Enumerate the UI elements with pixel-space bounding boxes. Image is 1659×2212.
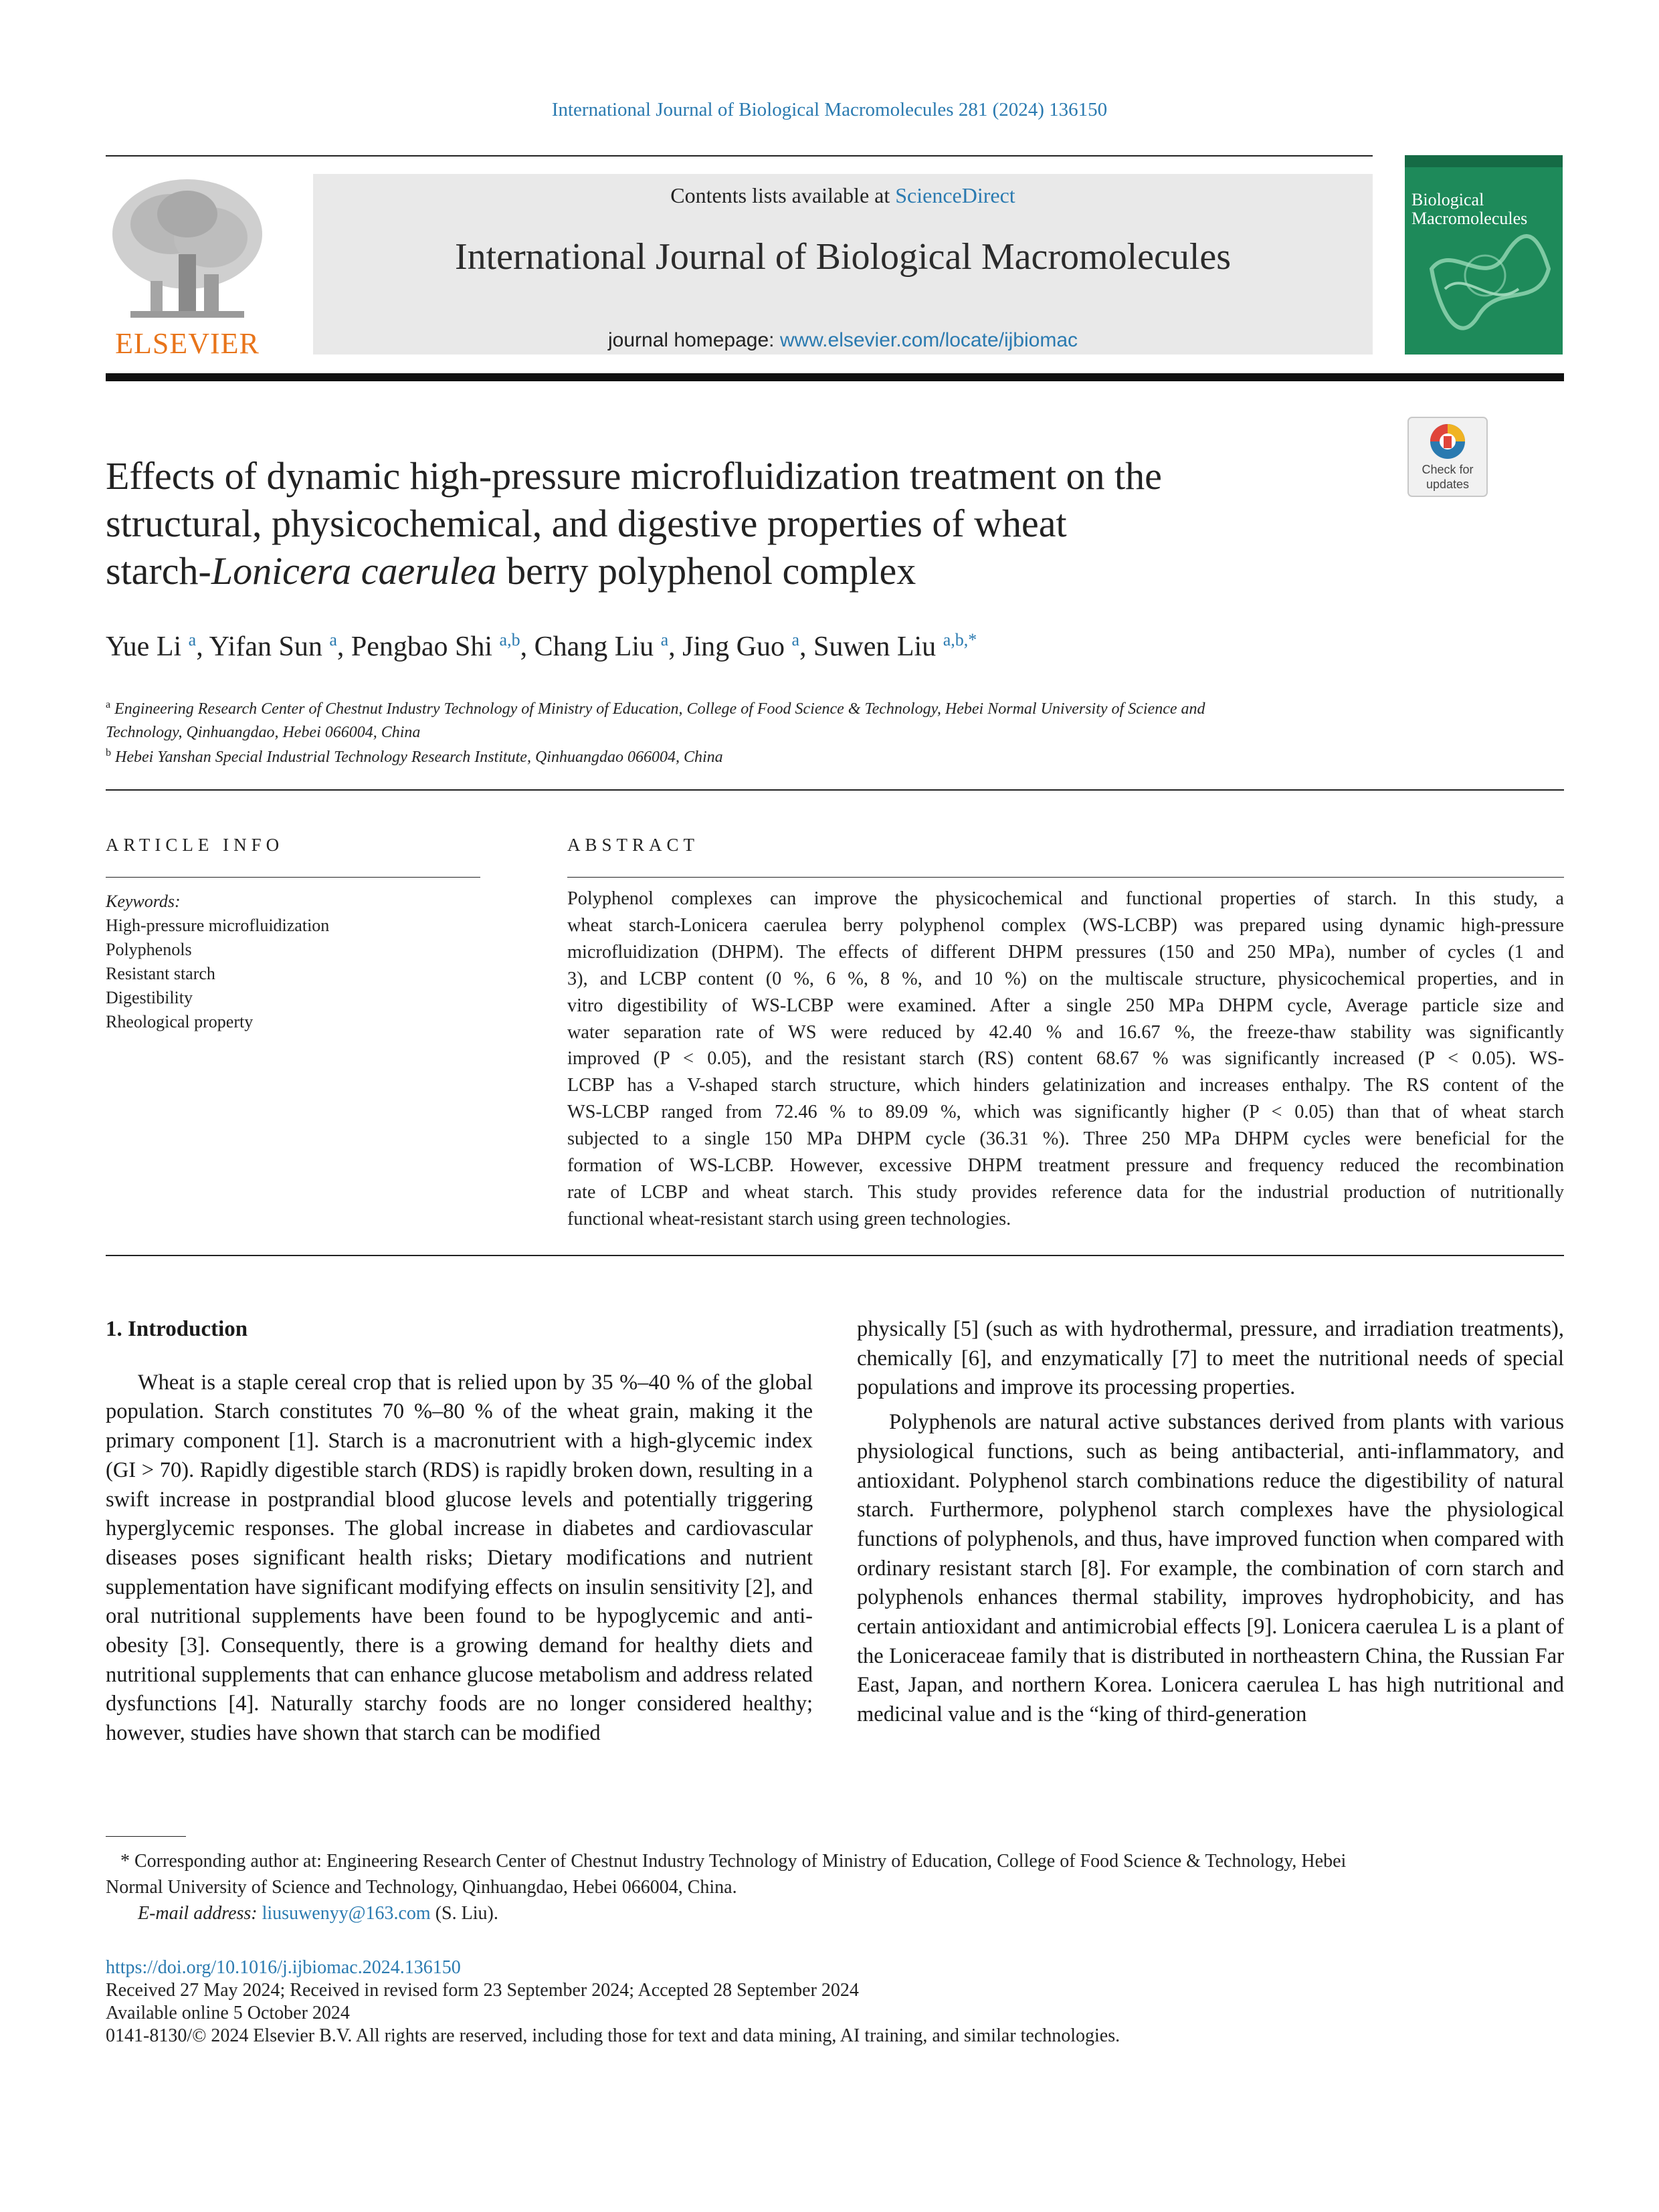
- abstract-line: formation of WS-LCBP. However, excessive DHPM treatment pressure and frequency reduced the recombination: [567, 1155, 1564, 1177]
- copyright-line: 0141-8130/© 2024 Elsevier B.V. All rights are reserved, including those for text and data mining, AI training, and similar technologies.: [106, 2025, 1120, 2046]
- running-head[interactable]: International Journal of Biological Macromolecules 281 (2024) 136150: [551, 99, 1108, 120]
- abstract-line: WS-LCBP ranged from 72.46 % to 89.09 %, which was significantly higher (P < 0.05) than that of wheat starch: [567, 1102, 1564, 1123]
- footnote-line: Normal University of Science and Technology, Qinhuangdao, Hebei 066004, China.: [106, 1877, 737, 1898]
- homepage-prefix: journal homepage:: [607, 329, 780, 351]
- masthead-thick-rule: [106, 373, 1564, 381]
- title-suffix: berry polyphenol complex: [496, 549, 916, 593]
- author-affil-sup[interactable]: a: [329, 630, 337, 649]
- author-name[interactable]: Chang Liu: [534, 631, 654, 662]
- title-line: [106, 547, 1363, 595]
- author-name[interactable]: Pengbao Shi: [351, 631, 493, 662]
- publication-info: [106, 1956, 1564, 2047]
- abstract-line: rate of LCBP and wheat starch. This study provides reference data for the industrial production of nutritionally: [567, 1181, 1564, 1203]
- keyword: High-pressure microfluidization: [106, 916, 330, 935]
- cover-title-line2: Macromolecules: [1411, 209, 1528, 228]
- abstract-line: LCBP has a V-shaped starch structure, which hinders gelatinization and increases enthalpy. The RS content of the: [567, 1075, 1564, 1096]
- homepage-link[interactable]: www.elsevier.com/locate/ijbiomac: [779, 329, 1078, 351]
- email-link[interactable]: liusuwenyy@163.com: [262, 1903, 431, 1924]
- abstract-line: Polyphenol complexes can improve the physicochemical and functional properties of starch. In this study, a: [567, 888, 1564, 909]
- contents-prefix: Contents lists available at: [670, 183, 896, 207]
- affiliation-text: Technology, Qinhuangdao, Hebei 066004, China: [106, 724, 421, 741]
- keywords-label: Keywords:: [106, 892, 181, 911]
- body-paragraph: Polyphenols are natural active substances derived from plants with various physiological functions, such as being antibacterial, anti-inflammatory, and antioxidant. Polyphenol starch combinations reduce the digestibility of natural starch. Furthermore, polyphenol starch complexes have the physiological functions of polyphenols, and thus, have improved function when compared with ordinary resistant starch [8]. For example, the combination of corn starch and polyphenols enhances thermal stability, improves hydrophobicity, and has certain antioxidant and antimicrobial effects [9]. Lonicera caerulea L is a plant of the Loniceraceae family that is distributed in northeastern China, the Russian Far East, Japan, and northern Korea. Lonicera caerulea L has high nutritional and medicinal value and is the “king of third-generation: [857, 1410, 1564, 1727]
- abstract-line: wheat starch-Lonicera caerulea berry polyphenol complex (WS-LCBP) was prepared using dynamic high-pressure: [567, 914, 1564, 936]
- affiliation-b: [106, 741, 1564, 769]
- keyword: Resistant starch: [106, 964, 215, 983]
- title-species: Lonicera caerulea: [211, 549, 497, 593]
- corresponding-author-footnote: [106, 1848, 1564, 1926]
- received-dates: Received 27 May 2024; Received in revised form 23 September 2024; Accepted 28 September 2024: [106, 1980, 859, 2001]
- crossmark-line1: Check for: [1422, 463, 1474, 476]
- abstract-heading: ABSTRACT: [567, 835, 700, 855]
- check-for-updates-badge[interactable]: [1407, 416, 1488, 498]
- abstract-bottom-rule: [106, 1255, 1564, 1256]
- body-paragraph: Wheat is a staple cereal crop that is relied upon by 35 %–40 % of the global population. Starch constitutes 70 %–80 % of the wheat grain, making it the primary component [1]. Starch is a macronutrient with a high-glycemic index (GI > 70). Rapidly digestible starch (RDS) is rapidly broken down, resulting in a swift increase in postprandial blood glucose levels and potentially triggering hyperglycemic responses. The global increase in diabetes and cardiovascular diseases poses significant health risks; Dietary modifications and nutrient supplementation have significant modifying effects on insulin sensitivity [2], and oral nutritional supplements have been found to be hypoglycemic and anti-obesity [3]. Consequently, there is a growing demand for healthy diets and nutritional supplements that can enhance glucose metabolism and address related dysfunctions [4]. Naturally starchy foods are no longer considered healthy; however, studies have shown that starch can be modified: [106, 1370, 813, 1746]
- sciencedirect-link[interactable]: ScienceDirect: [895, 183, 1015, 207]
- body-left-column: [106, 1315, 813, 1748]
- article-title: [106, 452, 1363, 595]
- email-label: E-mail address:: [138, 1903, 262, 1924]
- masthead: [313, 174, 1373, 355]
- author-name[interactable]: Jing Guo: [682, 631, 785, 662]
- title-line: Effects of dynamic high-pressure microfluidization treatment on the: [106, 454, 1162, 498]
- journal-cover-image[interactable]: [1405, 155, 1563, 355]
- title-bottom-rule: [106, 789, 1564, 791]
- author-affil-sup[interactable]: a: [188, 630, 197, 649]
- footnote-rule: [106, 1836, 186, 1837]
- abstract-line: improved (P < 0.05), and the resistant starch (RS) content 68.67 % was significantly increased (P < 0.05). WS-: [567, 1048, 1564, 1070]
- abstract-line: water separation rate of WS were reduced by 42.40 % and 16.67 %, the freeze-thaw stability was significantly: [567, 1021, 1564, 1043]
- author-name[interactable]: Yue Li: [106, 631, 182, 662]
- abstract-rule: [567, 877, 1564, 878]
- author-name[interactable]: Yifan Sun: [209, 631, 322, 662]
- section-heading-introduction: 1. Introduction: [106, 1317, 248, 1341]
- keyword: Polyphenols: [106, 940, 192, 959]
- author-list: Yue Li $^a$, Yifan Sun $^a$, Pengbao Shi $^{a,b}$, Chang Liu $^a$, Jing Guo $^a$, Suwen Liu $^{a,b,*}$: [106, 630, 977, 662]
- available-online: Available online 5 October 2024: [106, 2003, 350, 2023]
- elsevier-logo: [104, 174, 271, 358]
- doi-link[interactable]: https://doi.org/10.1016/j.ijbiomac.2024.136150: [106, 1957, 461, 1978]
- affiliation-text: Engineering Research Center of Chestnut Industry Technology of Ministry of Education, College of Food Science & Technology, Hebei Normal University of Science and: [114, 700, 1205, 718]
- footnote-email-line: [106, 1900, 1564, 1926]
- author-affil-sup[interactable]: a,b: [499, 630, 520, 649]
- abstract-line: 3), and LCBP content (0 %, 6 %, 8 %, and 10 %) on the multiscale structure, physicochemical properties, and in: [567, 968, 1564, 989]
- abstract-line: functional wheat-resistant starch using green technologies.: [567, 1208, 1011, 1229]
- affiliation-label: b: [106, 747, 111, 759]
- abstract-line: subjected to a single 150 MPa DHPM cycle (36.31 %). Three 250 MPa DHPM cycles were beneficial for the: [567, 1128, 1564, 1150]
- affiliation-text: Hebei Yanshan Special Industrial Technology Research Institute, Qinhuangdao 066004, China: [115, 748, 723, 766]
- keyword: Digestibility: [106, 988, 193, 1007]
- body-right-column: [857, 1315, 1564, 1730]
- crossmark-line2: updates: [1426, 478, 1470, 491]
- title-line: structural, physicochemical, and digestive properties of wheat: [106, 502, 1067, 545]
- author-affil-sup[interactable]: a: [791, 630, 800, 649]
- cover-artwork: [1405, 155, 1563, 355]
- abstract-text: [567, 886, 1564, 1233]
- affiliation-label: a: [106, 699, 111, 710]
- abstract-line: microfluidization (DHPM). The effects of different DHPM pressures (150 and 250 MPa), number of cycles (1 and: [567, 941, 1564, 963]
- keywords-block: [106, 890, 480, 1034]
- title-prefix: starch-: [106, 549, 211, 593]
- footnote-line: * Corresponding author at: Engineering Research Center of Chestnut Industry Technology of Ministry of Education, College of Food Science & Technology, Hebei: [120, 1851, 1347, 1872]
- article-info-heading: ARTICLE INFO: [106, 835, 284, 855]
- email-suffix: (S. Liu).: [430, 1903, 498, 1924]
- article-info-rule: [106, 877, 480, 878]
- header-rule: [106, 155, 1373, 157]
- homepage-line: [313, 329, 1373, 352]
- keyword: Rheological property: [106, 1012, 254, 1031]
- author-affil-sup[interactable]: a: [660, 630, 669, 649]
- affiliation-a: [106, 693, 1564, 744]
- abstract-line: vitro digestibility of WS-LCBP were examined. After a single 250 MPa DHPM cycle, Average particle size and: [567, 995, 1564, 1016]
- author-name[interactable]: Suwen Liu: [813, 631, 937, 662]
- contents-line: [313, 183, 1373, 208]
- journal-title: International Journal of Biological Macromolecules: [454, 236, 1232, 278]
- cover-title-line1: Biological: [1411, 190, 1484, 209]
- publisher-logo-text: ELSEVIER: [115, 327, 260, 360]
- body-paragraph: physically [5] (such as with hydrothermal, pressure, and irradiation treatments), chemically [6], and enzymatically [7] to meet the nutritional needs of special populations and improve its processing properties.: [857, 1317, 1564, 1400]
- author-affil-sup[interactable]: a,b,*: [943, 630, 977, 649]
